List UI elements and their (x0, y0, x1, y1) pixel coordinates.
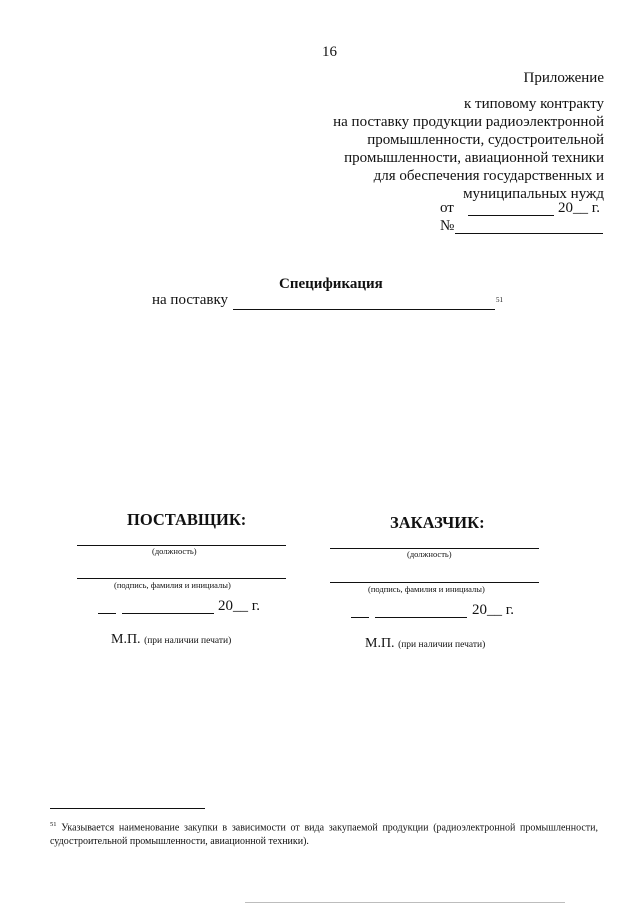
customer-day-line (351, 617, 369, 618)
customer-stamp (365, 636, 485, 652)
footnote-separator (50, 808, 205, 809)
footnote-text: Указывается наименование закупки в зависимости от вида закупаемой продукции (радиоэлектронной промышленности, судостроительной промышленности, авиационной техники). (50, 822, 598, 848)
appendix-line: промышленности, судостроительной (367, 132, 604, 148)
footnote-number: 51 (50, 821, 57, 828)
customer-position-caption: (должность) (407, 549, 452, 559)
appendix-title: Приложение (523, 70, 604, 86)
scan-edge (245, 902, 565, 903)
contract-date-prefix: от (440, 200, 454, 216)
appendix-line: промышленности, авиационной техники (344, 150, 604, 166)
supplier-month-line (122, 613, 214, 614)
customer-heading: ЗАКАЗЧИК: (390, 513, 485, 532)
customer-stamp-note: (при наличии печати) (398, 640, 486, 650)
customer-sign-caption: (подпись, фамилия и инициалы) (368, 584, 485, 594)
supplier-date-year: 20__ г. (218, 598, 260, 614)
customer-month-line (375, 617, 467, 618)
customer-stamp-mp: М.П. (365, 636, 395, 651)
contract-number-field (455, 233, 603, 234)
appendix-line: муниципальных нужд (463, 186, 604, 202)
appendix-line: к типовому контракту (464, 96, 604, 112)
customer-date-year: 20__ г. (472, 602, 514, 618)
spec-title: Спецификация (279, 276, 383, 292)
supplier-day-line (98, 613, 116, 614)
page-number: 16 (322, 44, 337, 60)
contract-date-year: 20__ г. (558, 200, 600, 216)
footnote (50, 818, 598, 849)
contract-number-prefix: № (440, 218, 455, 234)
supplier-heading: ПОСТАВЩИК: (127, 510, 247, 529)
supplier-sign-caption: (подпись, фамилия и инициалы) (114, 580, 231, 590)
appendix-line: для обеспечения государственных и (373, 168, 604, 184)
supplier-stamp-note: (при наличии печати) (144, 636, 232, 646)
supplier-position-caption: (должность) (152, 546, 197, 556)
supply-label: на поставку (152, 292, 229, 308)
supply-subject-field (233, 309, 495, 310)
contract-date-field (468, 215, 554, 216)
customer-sign-line (330, 582, 539, 583)
appendix-line: на поставку продукции радиоэлектронной (333, 114, 604, 130)
supplier-sign-line (77, 578, 286, 579)
supplier-stamp (111, 632, 231, 648)
footnote-ref: 51 (496, 296, 503, 304)
supplier-stamp-mp: М.П. (111, 632, 141, 647)
